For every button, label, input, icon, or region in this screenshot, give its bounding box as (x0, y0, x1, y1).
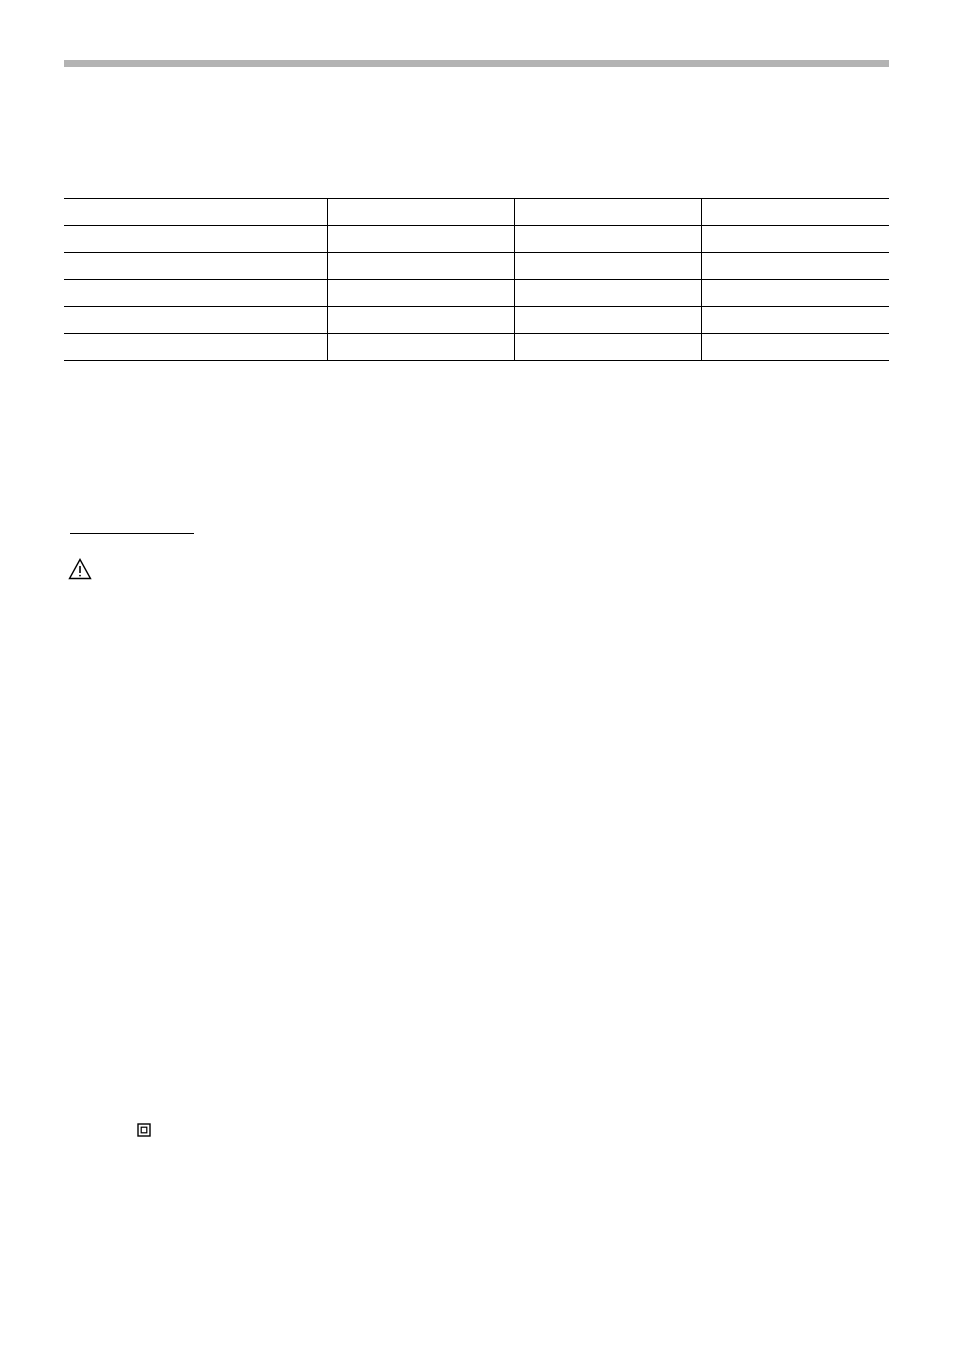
table-cell (701, 199, 889, 226)
table-cell (327, 199, 514, 226)
double-insulation-icon (137, 1123, 151, 1137)
table-row (64, 199, 889, 226)
table-cell (327, 253, 514, 280)
table-cell (327, 280, 514, 307)
table-cell (64, 253, 327, 280)
table-cell (64, 226, 327, 253)
table-cell (64, 280, 327, 307)
table-cell (327, 307, 514, 334)
table-cell (514, 307, 701, 334)
table-cell (64, 199, 327, 226)
table-cell (701, 307, 889, 334)
table-row (64, 226, 889, 253)
table-cell (701, 334, 889, 361)
table-cell (327, 334, 514, 361)
table-row (64, 280, 889, 307)
table-cell (514, 280, 701, 307)
header-rule (64, 60, 889, 67)
table-row (64, 334, 889, 361)
table-cell (64, 334, 327, 361)
table-row (64, 307, 889, 334)
specifications-table (64, 198, 889, 361)
table-cell (514, 334, 701, 361)
table-cell (327, 226, 514, 253)
table-cell (701, 280, 889, 307)
table-cell (514, 226, 701, 253)
table-cell (701, 226, 889, 253)
section-heading-underline (70, 533, 194, 534)
table-cell (701, 253, 889, 280)
table-cell (64, 307, 327, 334)
table-cell (514, 199, 701, 226)
warning-triangle-icon (68, 558, 92, 580)
table-row (64, 253, 889, 280)
table-cell (514, 253, 701, 280)
